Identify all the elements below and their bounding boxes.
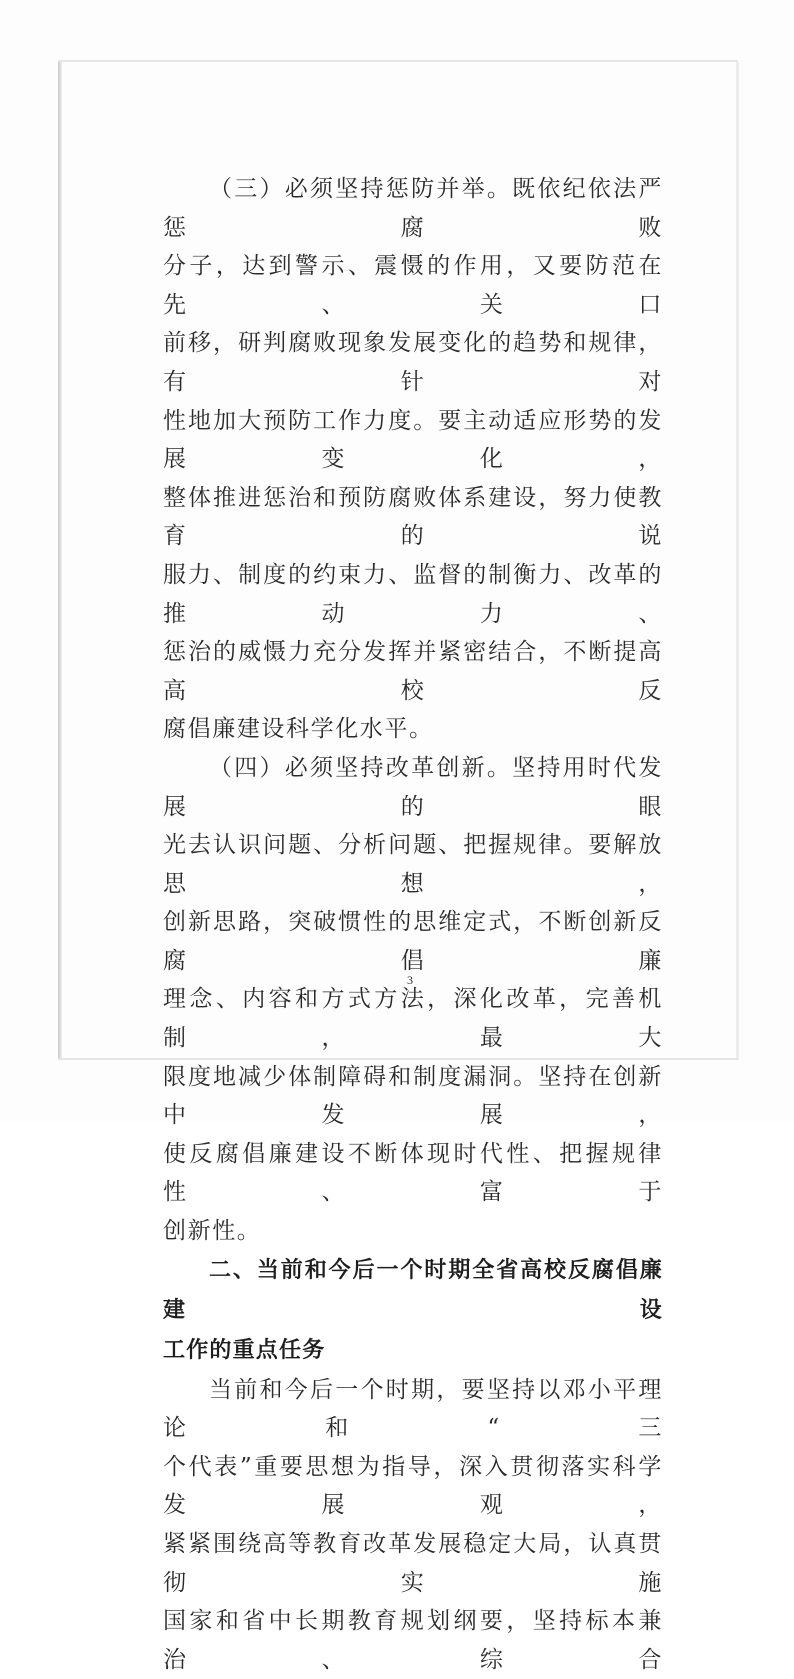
text-line: 整体推进惩治和预防腐败体系建设，努力使教育的说 [163,484,663,550]
text-line: 当前和今后一个时期，要坚持以邓小平理论和“三 [163,1376,663,1442]
page-number: 3 [407,973,413,987]
text-line: 创新思路，突破惯性的思维定式，不断创新反腐倡廉 [163,909,663,974]
paragraph-4-reform-and-innovation [163,749,663,1251]
paper-edge-left [58,62,62,1060]
paragraph-3-prevention-and-punishment [163,170,663,749]
page-body [163,170,663,1679]
text-line: 紧紧围绕高等教育改革发展稳定大局，认真贯彻实施 [163,1531,663,1596]
text-line: 惩治的威慑力充分发挥并紧密结合，不断提高高校反 [163,639,663,704]
paragraph-5-guiding-ideology [163,1371,663,1679]
text-line: 前移，研判腐败现象发展变化的趋势和规律，有针对 [163,330,663,395]
text-line: 分子，达到警示、震慑的作用，又要防范在先、关口 [163,253,663,318]
text-line: 创新性。 [163,1218,262,1245]
text-line: 服力、制度的约束力、监督的制衡力、改革的推动力、 [163,561,663,627]
section-heading-key-tasks [163,1251,663,1371]
heading-line: 二、当前和今后一个时期全省高校反腐倡廉建设 [163,1257,663,1323]
text-line: （三）必须坚持惩防并举。既依纪依法严惩腐败 [163,176,663,241]
text-line: 使反腐倡廉建设不断体现时代性、把握规律性、富于 [163,1140,663,1206]
text-line: 国家和省中长期教育规划纲要，坚持标本兼治、综合 [163,1608,663,1673]
text-line: 限度地减少体制障碍和制度漏洞。坚持在创新中发展， [163,1063,663,1129]
text-line: 性地加大预防工作力度。要主动适应形势的发展变化， [163,407,663,473]
text-line: 个代表”重要思想为指导，深入贯彻落实科学发展观， [163,1453,663,1519]
text-line: （四）必须坚持改革创新。坚持用时代发展的眼 [163,754,663,820]
heading-line: 工作的重点任务 [163,1337,326,1363]
text-line: 腐倡廉建设科学化水平。 [163,716,434,743]
paper-edge-right [736,62,739,1060]
text-line: 理念、内容和方式方法，深化改革，完善机制，最大 [163,986,663,1052]
text-line: 光去认识问题、分析问题、把握规律。要解放思想， [163,832,663,897]
paper-edge-top [58,60,738,62]
